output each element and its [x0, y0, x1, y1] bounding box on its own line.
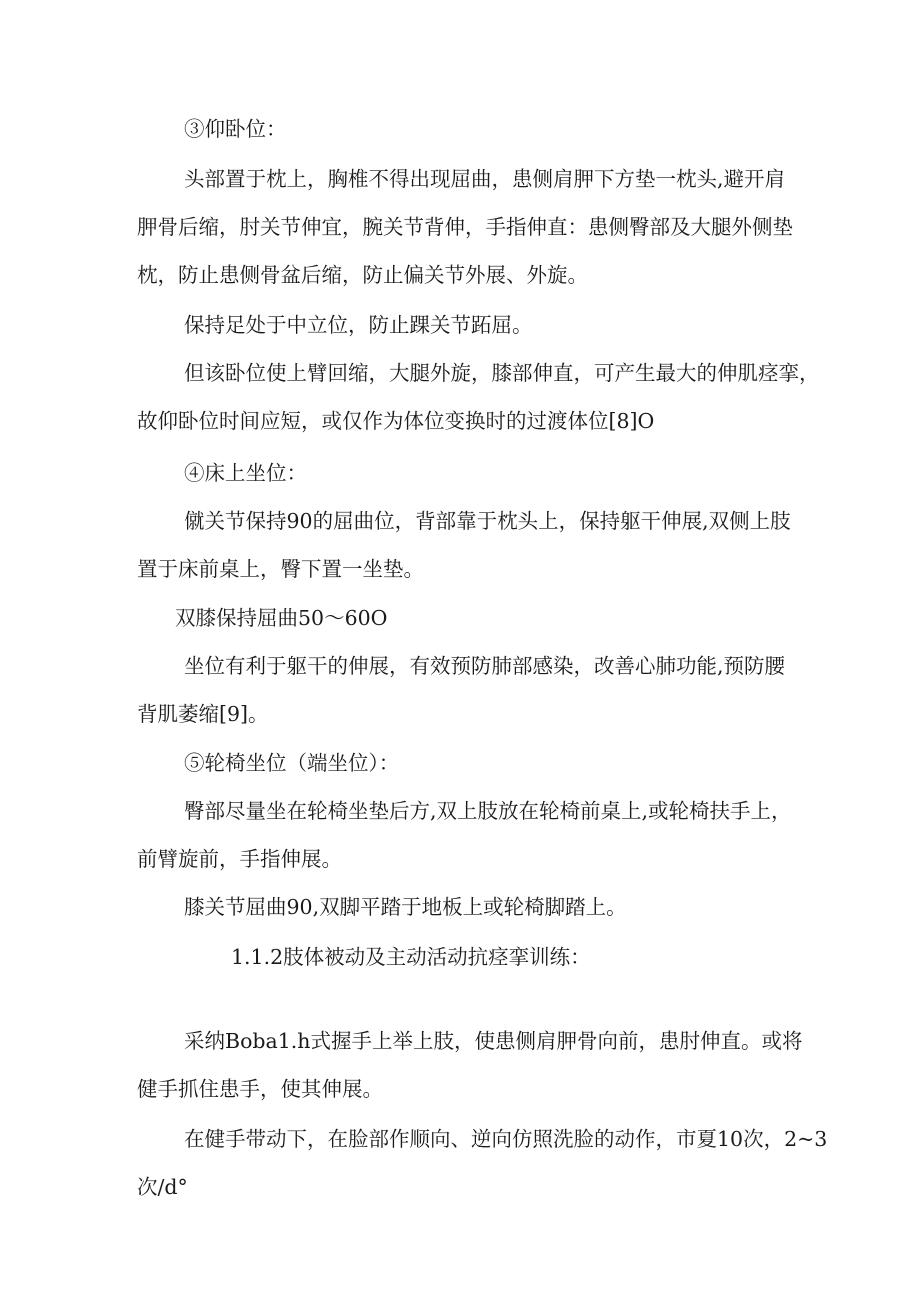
paragraph-line: 前臂旋前，手指伸展。	[137, 847, 342, 871]
paragraph-line: 背肌萎缩[9]。	[137, 702, 269, 726]
paragraph-line: 坐位有利于躯干的伸展，有效预防肺部感染，改善心肺功能,预防腰	[184, 654, 786, 678]
paragraph-line: 保持足处于中立位，防止踝关节跖屈。	[184, 313, 533, 337]
paragraph-line: 故仰卧位时间应短，或仅作为体位变换时的过渡体位[8]O	[137, 409, 655, 433]
subsection-heading: 1.1.2肢体被动及主动活动抗痉挛训练：	[231, 945, 591, 969]
paragraph-line: 置于床前桌上，臀下置一坐垫。	[137, 557, 424, 581]
paragraph-line: 头部置于枕上，胸椎不得出现屈曲，患侧肩胛下方垫一枕头,避开肩	[184, 167, 786, 191]
paragraph-line: 胛骨后缩，肘关节伸宜，腕关节背伸，手指伸直：患侧臀部及大腿外侧垫	[137, 215, 793, 239]
section-heading-supine: ③仰卧位：	[184, 117, 287, 141]
paragraph-line: 僦关节保持90的屈曲位，背部靠于枕头上，保持躯干伸展,双侧上肢	[184, 509, 791, 533]
paragraph-line: 采纳Boba1.h式握手上举上肢，使患侧肩胛骨向前，患肘伸直。或将	[184, 1029, 803, 1053]
paragraph-line: 但该卧位使上臂回缩，大腿外旋，膝部伸直，可产生最大的伸肌痉挛，	[184, 361, 820, 385]
section-heading-wheelchair: ⑤轮椅坐位（端坐位）：	[184, 751, 400, 775]
paragraph-line: 双膝保持屈曲50～60O	[175, 606, 388, 630]
paragraph-line: 膝关节屈曲90,双脚平踏于地板上或轮椅脚踏上。	[184, 895, 627, 919]
paragraph-line: 健手抓住患手，使其伸展。	[137, 1077, 383, 1101]
paragraph-line: 臀部尽量坐在轮椅坐垫后方,双上肢放在轮椅前桌上,或轮椅扶手上，	[184, 799, 792, 823]
section-heading-bed-sitting: ④床上坐位：	[184, 461, 307, 485]
paragraph-line: 枕，防止患侧骨盆后缩，防止偏关节外展、外旋。	[137, 263, 588, 287]
paragraph-line: 在健手带动下，在脸部作顺向、逆向仿照洗脸的动作，市夏10次，2~3	[184, 1127, 828, 1151]
paragraph-line: 次/d°	[137, 1175, 188, 1199]
